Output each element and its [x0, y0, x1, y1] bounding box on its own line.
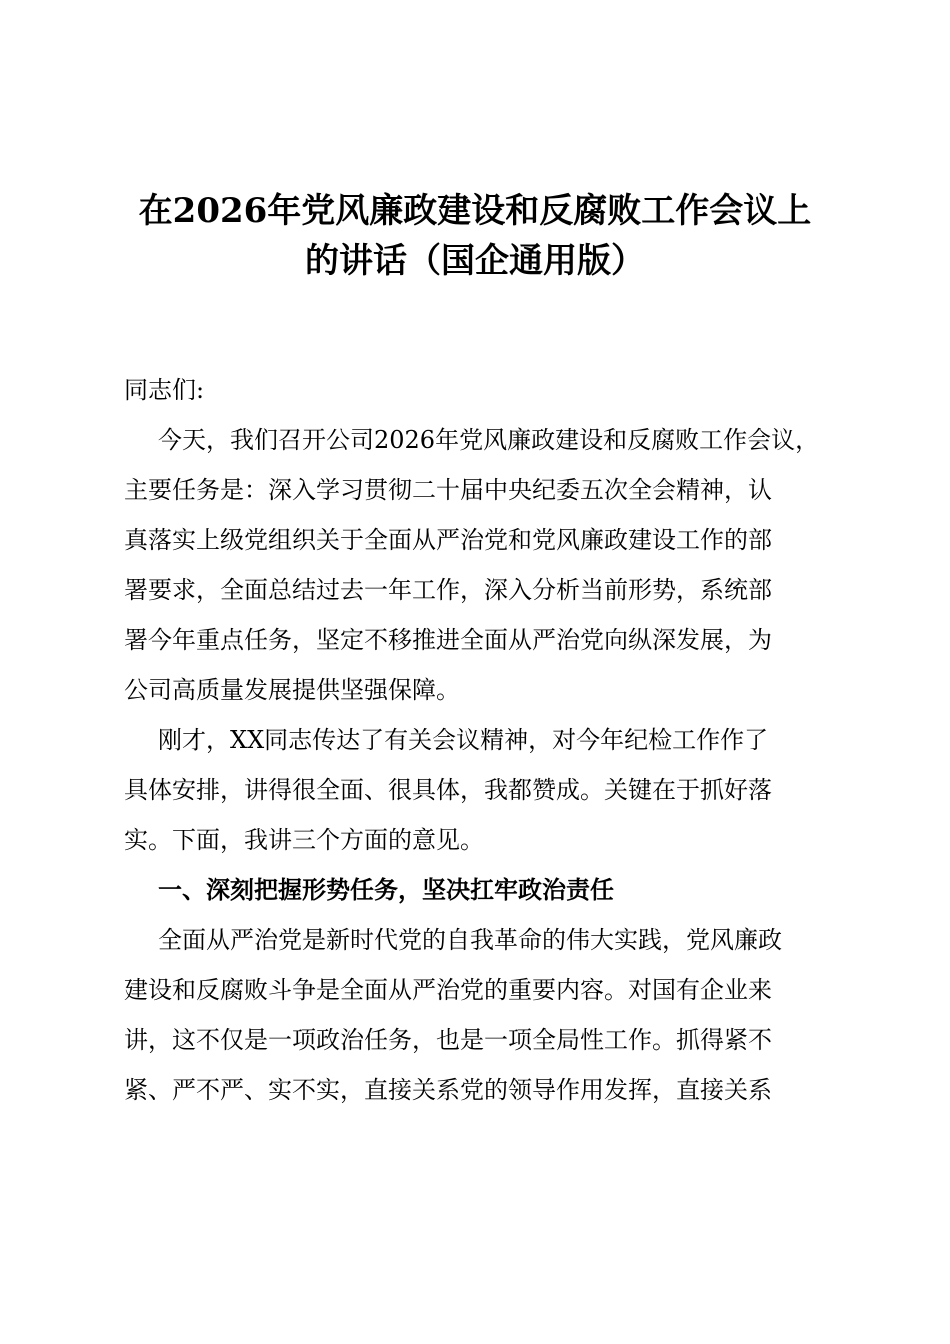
document-body [124, 365, 864, 1115]
paragraph-line: 建设和反腐败斗争是全面从严治党的重要内容。对国有企业来 [124, 976, 772, 1004]
title-line-2: 的讲话（国企通用版） [305, 241, 645, 281]
paragraph-line: 刚才，XX同志传达了有关会议精神，对今年纪检工作作了 [158, 726, 769, 754]
paragraph-3 [124, 915, 864, 1115]
paragraph-line: 紧、严不严、实不实，直接关系党的领导作用发挥，直接关系 [124, 1076, 772, 1104]
paragraph-2 [124, 715, 864, 865]
paragraph-1 [124, 415, 864, 715]
paragraph-line: 今天，我们召开公司2026年党风廉政建设和反腐败工作会议， [158, 426, 820, 454]
paragraph-line: 具体安排，讲得很全面、很具体，我都赞成。关键在于抓好落 [124, 776, 772, 804]
salutation: 同志们: [124, 376, 205, 404]
paragraph-line: 主要任务是：深入学习贯彻二十届中央纪委五次全会精神，认 [124, 476, 772, 504]
paragraph-line: 署今年重点任务，坚定不移推进全面从严治党向纵深发展，为 [124, 626, 772, 654]
paragraph-line: 实。下面，我讲三个方面的意见。 [124, 826, 484, 854]
paragraph-line: 真落实上级党组织关于全面从严治党和党风廉政建设工作的部 [124, 526, 772, 554]
document-title [0, 186, 950, 286]
paragraph-line: 讲，这不仅是一项政治任务，也是一项全局性工作。抓得紧不 [124, 1026, 772, 1054]
paragraph-line: 署要求，全面总结过去一年工作，深入分析当前形势，系统部 [124, 576, 772, 604]
paragraph-line: 公司高质量发展提供坚强保障。 [124, 676, 460, 704]
title-line-1: 在2026年党风廉政建设和反腐败工作会议上 [138, 191, 812, 231]
section-heading: 一、深刻把握形势任务，坚决扛牢政治责任 [158, 876, 614, 904]
paragraph-line: 全面从严治党是新时代党的自我革命的伟大实践，党风廉政 [158, 926, 782, 954]
